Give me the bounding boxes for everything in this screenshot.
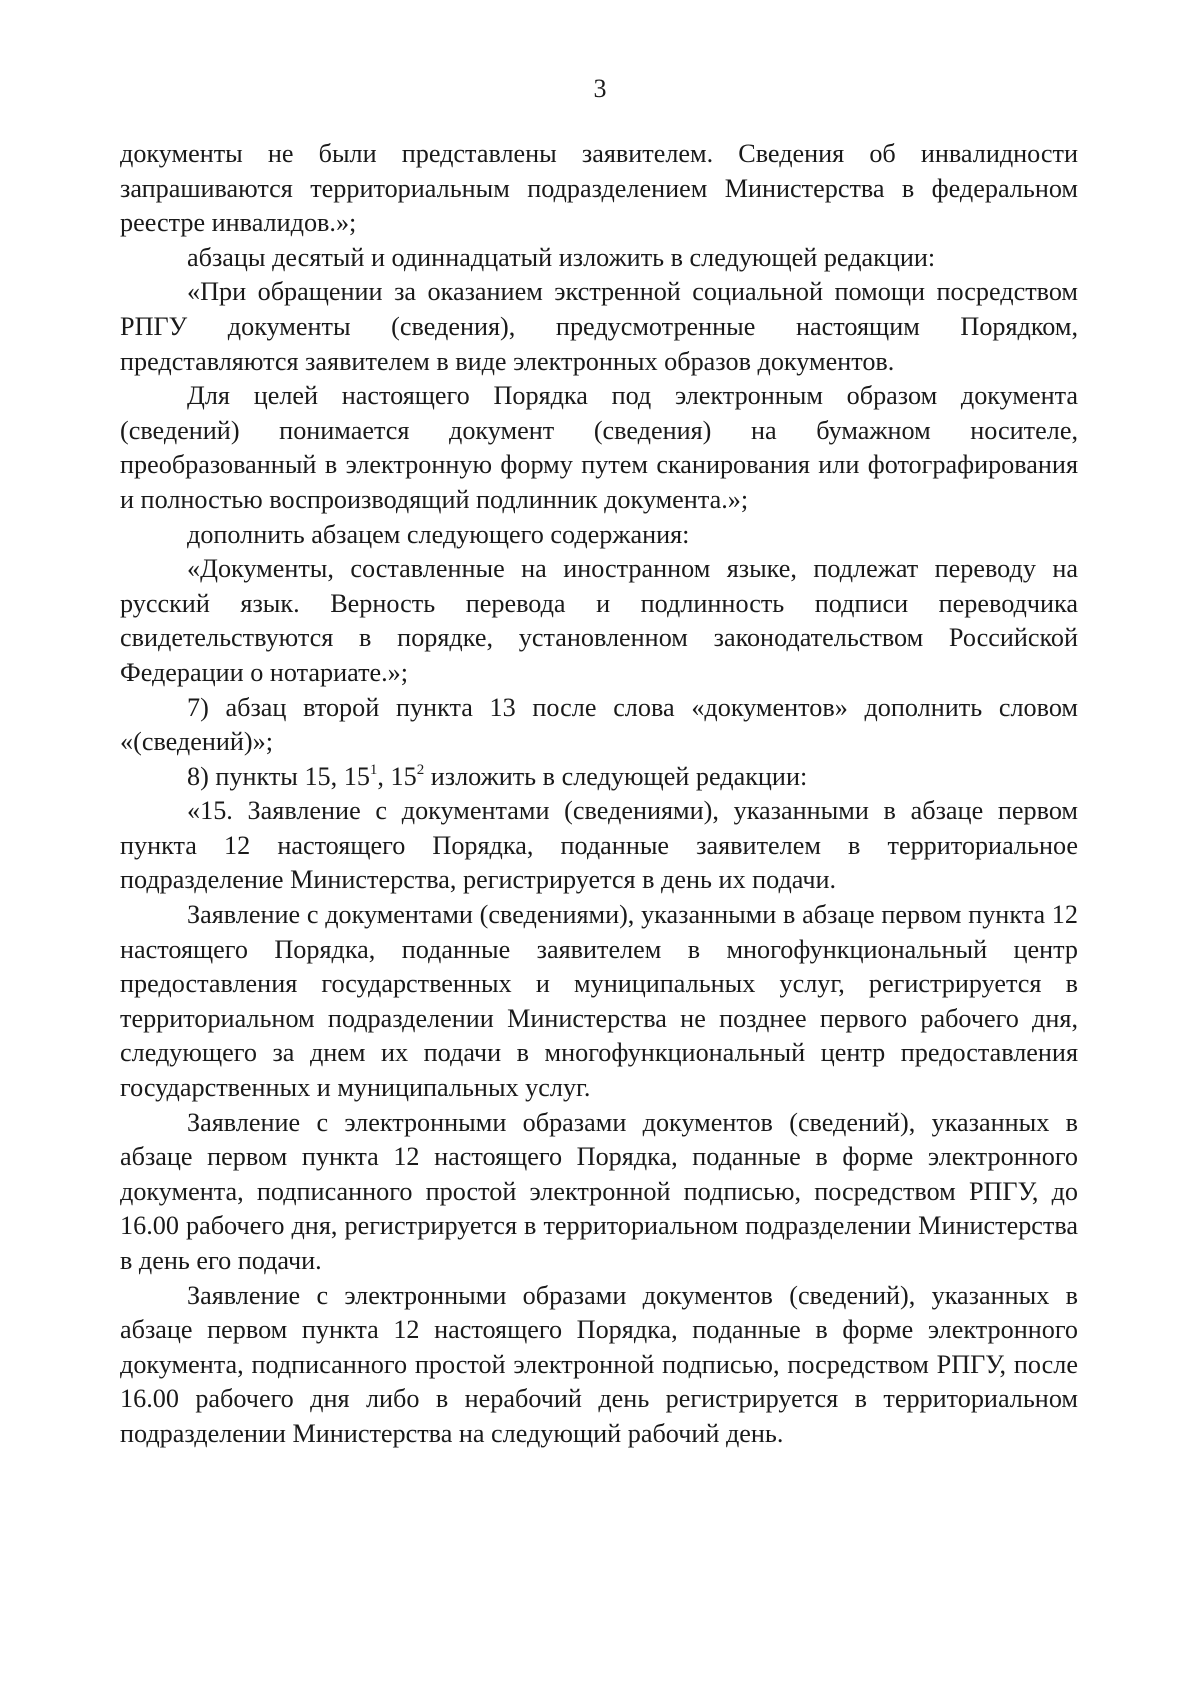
paragraph-continuation: документы не были представлены заявителем. Сведения об инвалидности запрашиваются территориальным подразделением Министерства в федеральном реестре инвалидов.»; bbox=[120, 139, 1078, 238]
paragraph-quote: Заявление с электронными образами документов (сведений), указанных в абзаце первом пункта 12 настоящего Порядка, поданные в форме электронного документа, подписанного простой электронной подписью, посредством РПГУ, до 16.00 рабочего дня, регистрируется в территориальном подразделении Министерства в день его подачи. bbox=[120, 1107, 1078, 1275]
paragraph-item-8 bbox=[120, 760, 1078, 795]
paragraph-quote: «15. Заявление с документами (сведениями), указанными в абзаце первом пункта 12 настоящего Порядка, поданные заявителем в территориальное подразделение Министерства, регистрируется в день их подачи. bbox=[120, 796, 1078, 895]
item-8-text: , 15 bbox=[377, 761, 417, 791]
paragraph-quote: Заявление с документами (сведениями), указанными в абзаце первом пункта 12 настоящего Порядка, поданные заявителем в многофункциональный центр предоставления государственных и муниципальных услуг, регистрируется в территориальном подразделении Министерства не позднее первого рабочего дня, следующего за днем их подачи в многофункциональный центр предоставления государственных и муниципальных услуг. bbox=[120, 900, 1078, 1103]
paragraph-quote: Заявление с электронными образами документов (сведений), указанных в абзаце первом пункта 12 настоящего Порядка, поданные в форме электронного документа, подписанного простой электронной подписью, посредством РПГУ, после 16.00 рабочего дня либо в нерабочий день регистрируется в территориальном подразделении Министерства на следующий рабочий день. bbox=[120, 1280, 1078, 1448]
paragraph-quote: «Документы, составленные на иностранном языке, подлежат переводу на русский язык. Верность перевода и подлинность подписи переводчика свидетельствуются в порядке, установленном законодательством Российской Федерации о нотариате.»; bbox=[120, 554, 1078, 687]
paragraph-instruction: абзацы десятый и одиннадцатый изложить в следующей редакции: bbox=[187, 242, 936, 272]
superscript: 2 bbox=[416, 761, 425, 778]
paragraph-instruction: дополнить абзацем следующего содержания: bbox=[187, 519, 690, 549]
document-body bbox=[120, 137, 1078, 1452]
paragraph-quote: Для целей настоящего Порядка под электронным образом документа (сведений) понимается документ (сведения) на бумажном носителе, преобразованный в электронную форму путем сканирования или фотографирования и полностью воспроизводящий подлинник документа.»; bbox=[120, 381, 1078, 514]
paragraph-quote: «При обращении за оказанием экстренной социальной помощи посредством РПГУ документы (сведения), предусмотренные настоящим Порядком, представляются заявителем в виде электронных образов документов. bbox=[120, 277, 1078, 376]
item-8-text: изложить в следующей редакции: bbox=[424, 761, 808, 791]
item-8-text: 8) пункты 15, 15 bbox=[187, 761, 370, 791]
superscript: 1 bbox=[369, 761, 378, 778]
paragraph-item-7: 7) абзац второй пункта 13 после слова «документов» дополнить словом «(сведений)»; bbox=[120, 692, 1078, 757]
page-number: 3 bbox=[593, 74, 607, 103]
